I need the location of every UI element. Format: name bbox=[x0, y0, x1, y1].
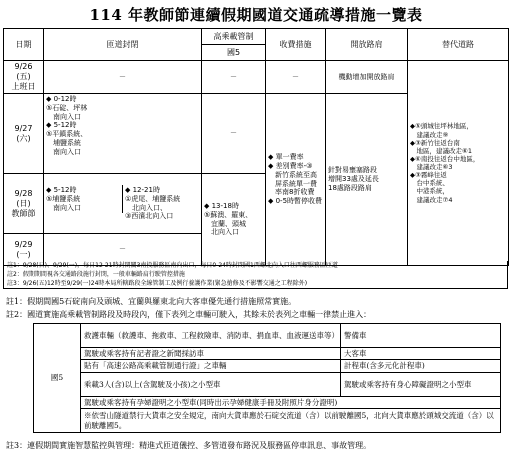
footnote-2: 註2：假期期間視各交通路段施行封閉，一般車輛路肩行駛管控措施 bbox=[3, 270, 508, 279]
sub-r1a: 救護車輛（救護車、拖救車、工程救險車、消防車、捐血車、血液運送車等） bbox=[81, 324, 341, 348]
date-0929: 9/29 (一) bbox=[4, 234, 44, 266]
note-2: 註2：國道實施高乘載管制路段及時段內，僅下表列之車輛可駛入，其餘未於表列之車輛一律禁止進入： bbox=[6, 310, 372, 319]
sub-r1b: 警備車 bbox=[341, 324, 501, 348]
sub-label: 國5 bbox=[34, 324, 81, 433]
hov-allowed-vehicles-table bbox=[33, 323, 501, 433]
date-0928: 9/28 (日) 教師節 bbox=[4, 174, 44, 234]
hov-0927: － bbox=[202, 94, 266, 174]
ramp-0928 bbox=[44, 174, 202, 234]
header-alt: 替代道路 bbox=[408, 29, 509, 61]
ramp-0927: ◆ 0-12時 ⑤石碇、坪林 南向入口 ◆ 5-12時 ⑤平鎮系統、 埔鹽系統 南向入口 bbox=[44, 94, 202, 174]
shoulder-measures: 針對易壅塞路段 增開33處及延長 18處路段路肩 bbox=[326, 94, 408, 266]
page-title: 114 年教師節連續假期國道交通疏導措施一覽表 bbox=[89, 6, 423, 24]
hov-0928: ◆ 13-18時 ⑤蘇澳、羅東、 宜蘭、頭城 北向入口 bbox=[202, 174, 266, 266]
sub-r3a: 貼有「高速公路高乘載管制通行證」之車輛 bbox=[81, 360, 341, 372]
header-ramp: 匝道封閉 bbox=[44, 29, 202, 61]
ramp-0929: － bbox=[44, 234, 202, 266]
toll-0926: － bbox=[266, 61, 326, 94]
ramp-0926: － bbox=[44, 61, 202, 94]
sub-r2b: 大客車 bbox=[341, 348, 501, 360]
note-1: 註1：假期間國5石碇南向及頭城、宜蘭與羅東北向大客車優先通行措施照常實施。 bbox=[6, 297, 297, 306]
date-0927: 9/27 (六) bbox=[4, 94, 44, 174]
sub-r3b: 計程車(含多元化計程車) bbox=[341, 360, 501, 372]
header-shoulder: 開放路肩 bbox=[326, 29, 408, 61]
footnote-1: 註1：9/28(日)、9/29(一)，每日12-21時封閉關3南投服務區南向出口，每日0-24時封閉國1西螺北向入口往西螺服務區匝道 bbox=[3, 261, 508, 270]
ramp-0928-south: ◆ 5-12時 ⑤埔鹽系統 南向入口 bbox=[44, 185, 123, 213]
measures-table bbox=[3, 28, 509, 266]
toll-measures: ◆ 單一費率 ◆ 差別費率-③ 新竹系統至高 屏系統單一費 率南8折收費 ◆ 0-5時暫停收費 bbox=[266, 94, 326, 266]
header-hov: 高乘載管制 bbox=[202, 29, 266, 45]
header-date: 日期 bbox=[4, 29, 44, 61]
hov-0926: － bbox=[202, 61, 266, 94]
note-3: 註3：連假期間實施智慧監控與管理：精進式匝道儀控、多管道發布路況及服務區停車訊息、事故管理。 bbox=[6, 441, 372, 450]
header-hov-sub: 國5 bbox=[202, 45, 266, 61]
ramp-0928-north: ◆ 12-21時 ①虎尾、埔鹽系統 北向入口、 ③西濱北向入口 bbox=[125, 186, 181, 221]
shoulder-0926: 機動增加開放路肩 bbox=[326, 61, 408, 94]
sub-r4a: 乘載3人(含)以上(含駕駛及小孩)之小型車 bbox=[81, 372, 341, 396]
header-toll: 收費措施 bbox=[266, 29, 326, 61]
sub-r4b: 駕駛或乘客持有身心障礙證明之小型車 bbox=[341, 372, 501, 396]
sub-r2a: 駕駛或乘客持有記者證之新聞採訪車 bbox=[81, 348, 341, 360]
footnote-3: 註3：9/26(五)12時至9/29(一)24時本局所轄路段全線管制工及例行養護作業(緊急搶修及不影響交通之工程除外) bbox=[3, 279, 508, 289]
sub-r5: 駕駛或乘客持有孕婦證明之小型車(同時出示孕婦健康手冊及附照片身分證明) bbox=[81, 396, 501, 408]
alternative-roads: ◆⑤頭城往坪林地區， 建議改走⑨ ◆③新竹往返台南 地區，建議改走⑥1 ◆⑥南投往返台中地區， 建議改走⑥3 ◆③霧峰往返 台中系統、 中港系統， 建議改走⑦4 bbox=[408, 61, 509, 266]
date-0926: 9/26 (五) 上班日 bbox=[4, 61, 44, 94]
sub-r6: ※依雪山隧道禁行大貨車之安全規定，南向大貨車應於石碇交流道（含）以前駛離國5，北向大貨車應於頭城交流道（含）以前駛離國5。 bbox=[81, 409, 501, 433]
